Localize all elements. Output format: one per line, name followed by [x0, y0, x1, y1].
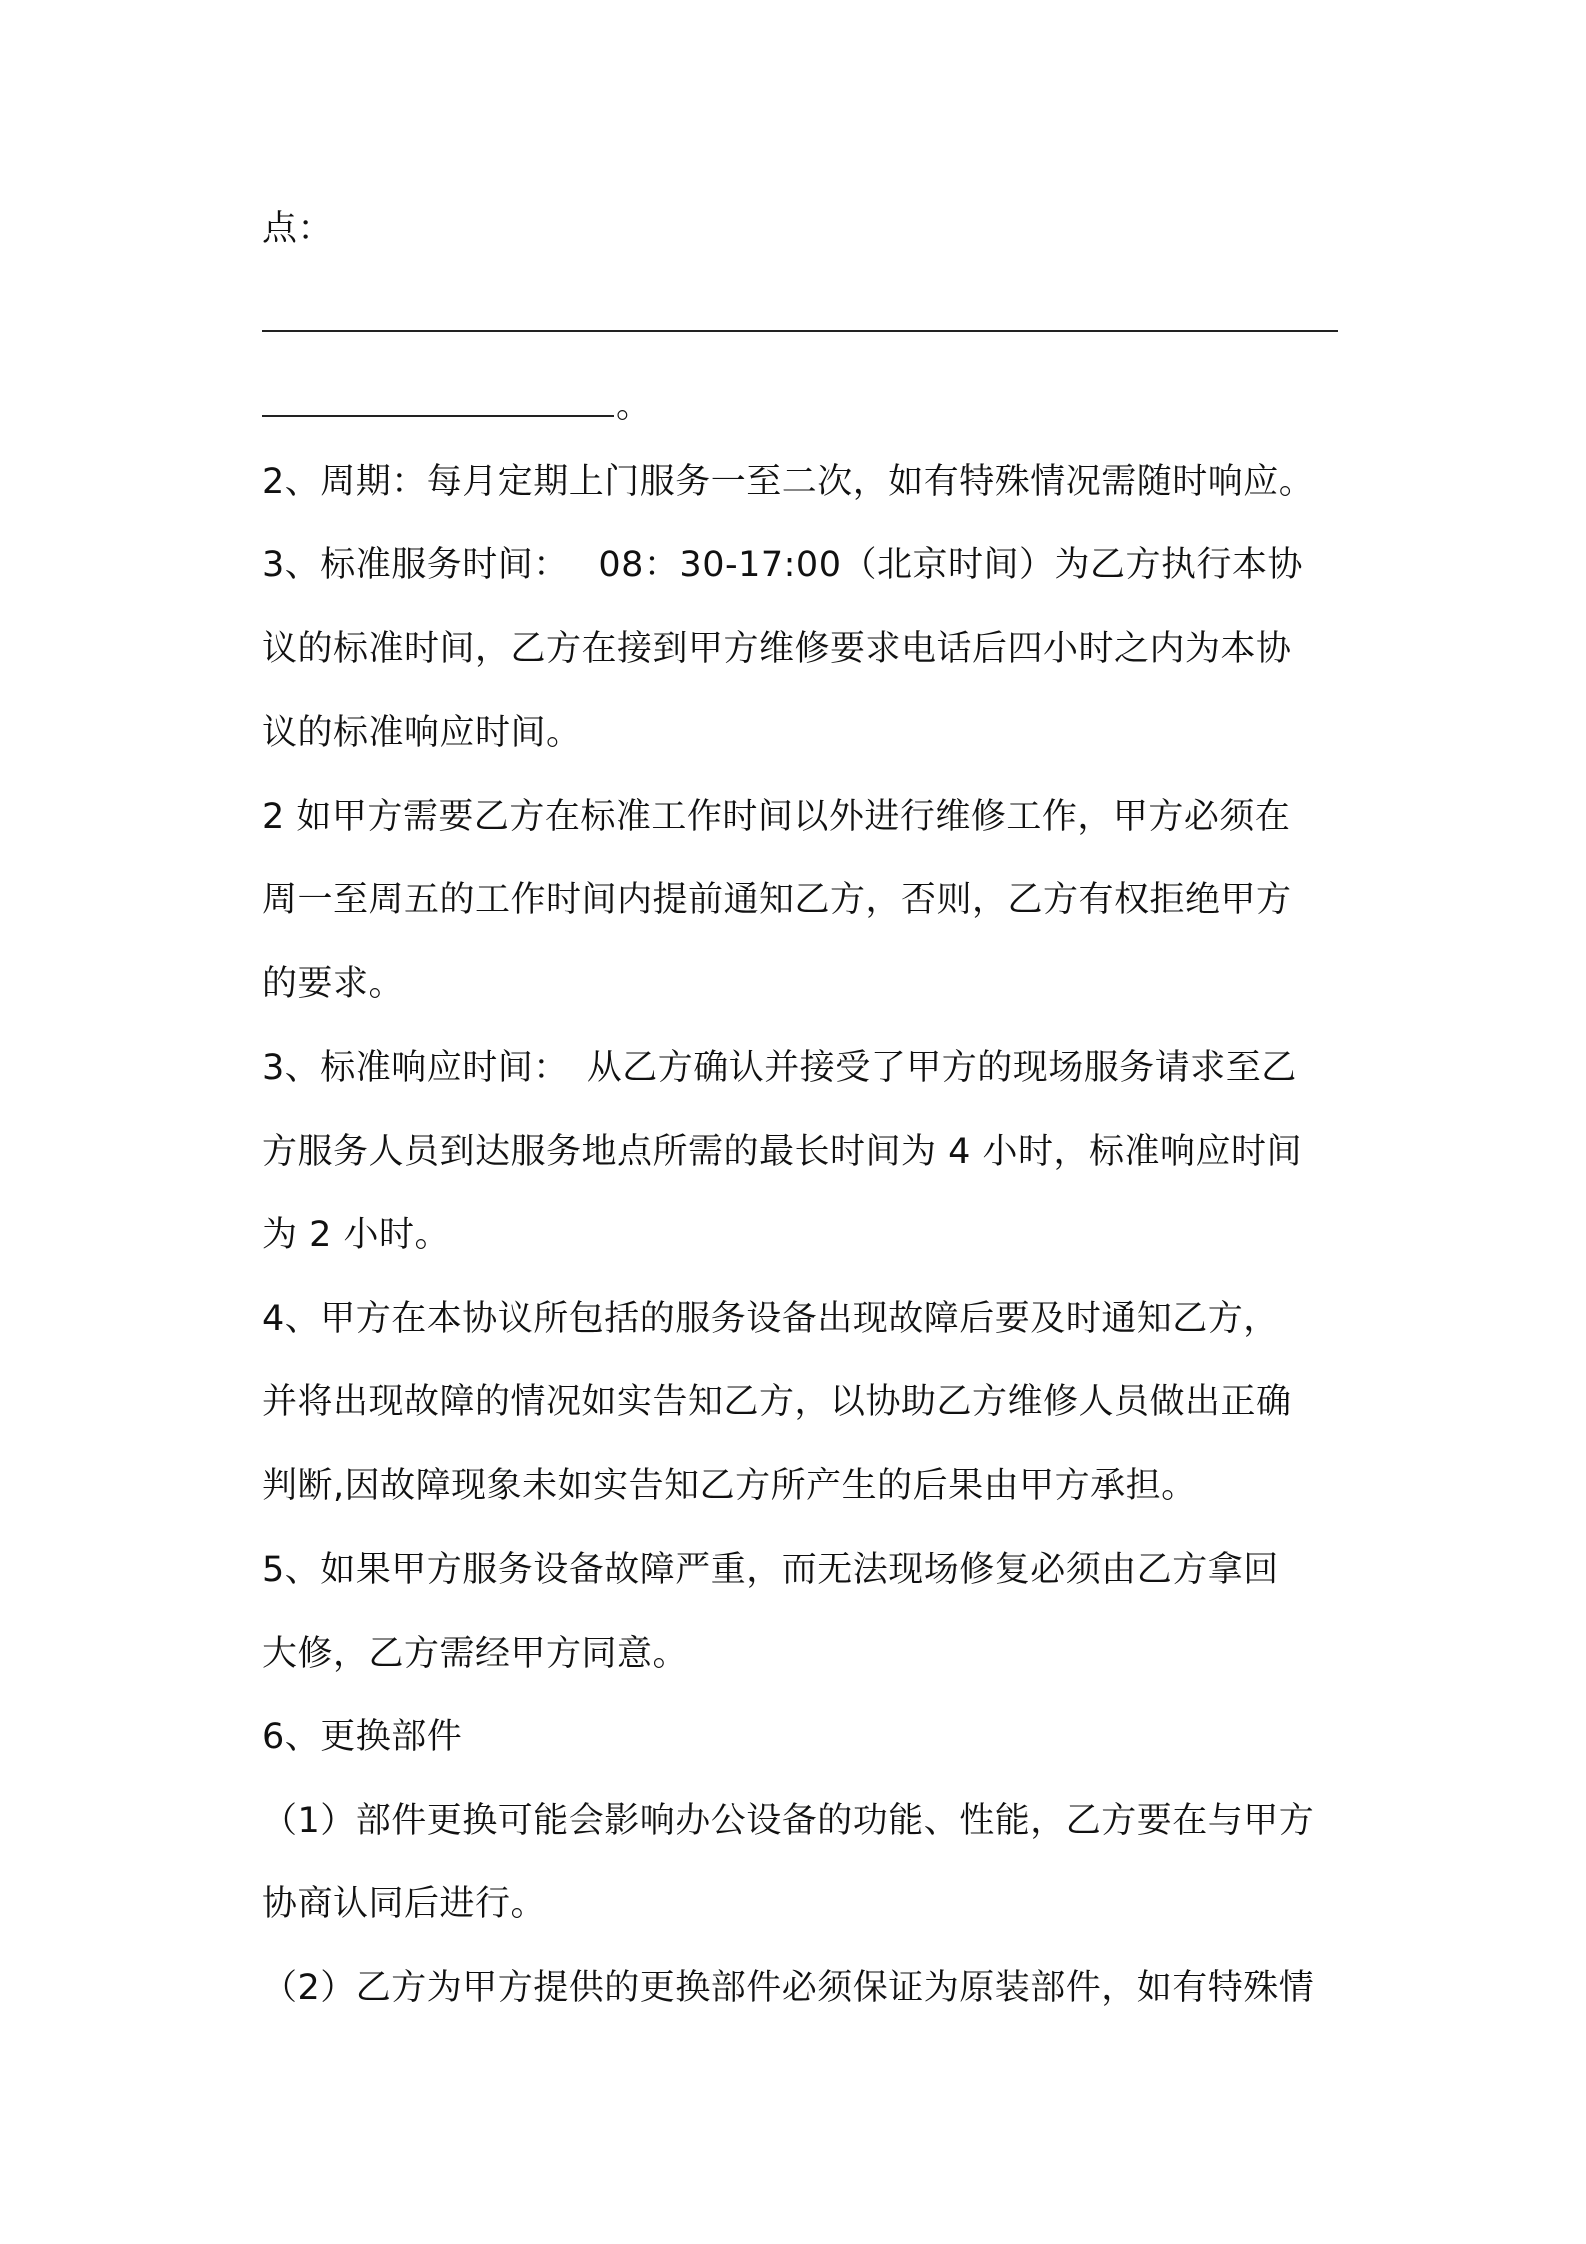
text-line: 点： — [262, 209, 334, 249]
text-line: 协商认同后进行。 — [262, 1884, 547, 1924]
text-line: 的要求。 — [262, 964, 405, 1004]
text-line: 并将出现故障的情况如实告知乙方，以协助乙方维修人员做出正确 — [262, 1382, 1292, 1422]
blank-fill-line — [262, 330, 1338, 332]
text-line: 4、甲方在本协议所包括的服务设备出现故障后要及时通知乙方， — [262, 1299, 1279, 1339]
text-line: 5、如果甲方服务设备故障严重，而无法现场修复必须由乙方拿回 — [262, 1550, 1279, 1590]
text-line: 议的标准响应时间。 — [262, 713, 582, 753]
text-line: 3、标准响应时间： 从乙方确认并接受了甲方的现场服务请求至乙 — [262, 1048, 1297, 1088]
text-line: 判断,因故障现象未如实告知乙方所产生的后果由甲方承担。 — [262, 1466, 1197, 1506]
text-line: （1）部件更换可能会影响办公设备的功能、性能，乙方要在与甲方 — [262, 1801, 1315, 1841]
period-mark: 。 — [616, 386, 652, 426]
text-line: 大修，乙方需经甲方同意。 — [262, 1634, 689, 1674]
text-line: 方服务人员到达服务地点所需的最长时间为 4 小时，标准响应时间 — [262, 1132, 1303, 1172]
blank-fill-short-line — [262, 415, 614, 417]
text-line: 2、周期：每月定期上门服务一至二次，如有特殊情况需随时响应。 — [262, 462, 1315, 502]
text-line: 周一至周五的工作时间内提前通知乙方，否则，乙方有权拒绝甲方 — [262, 880, 1292, 920]
text-line: 为 2 小时。 — [262, 1215, 451, 1255]
text-line: 3、标准服务时间： 08：30-17:00（北京时间）为乙方执行本协 — [262, 545, 1303, 585]
blank-fill-line-end — [262, 382, 1362, 430]
text-line: （2）乙方为甲方提供的更换部件必须保证为原装部件，如有特殊情 — [262, 1968, 1315, 2008]
text-line: 议的标准时间，乙方在接到甲方维修要求电话后四小时之内为本协 — [262, 629, 1292, 669]
text-line: 6、更换部件 — [262, 1717, 463, 1757]
text-line: 2 如甲方需要乙方在标准工作时间以外进行维修工作，甲方必须在 — [262, 797, 1291, 837]
